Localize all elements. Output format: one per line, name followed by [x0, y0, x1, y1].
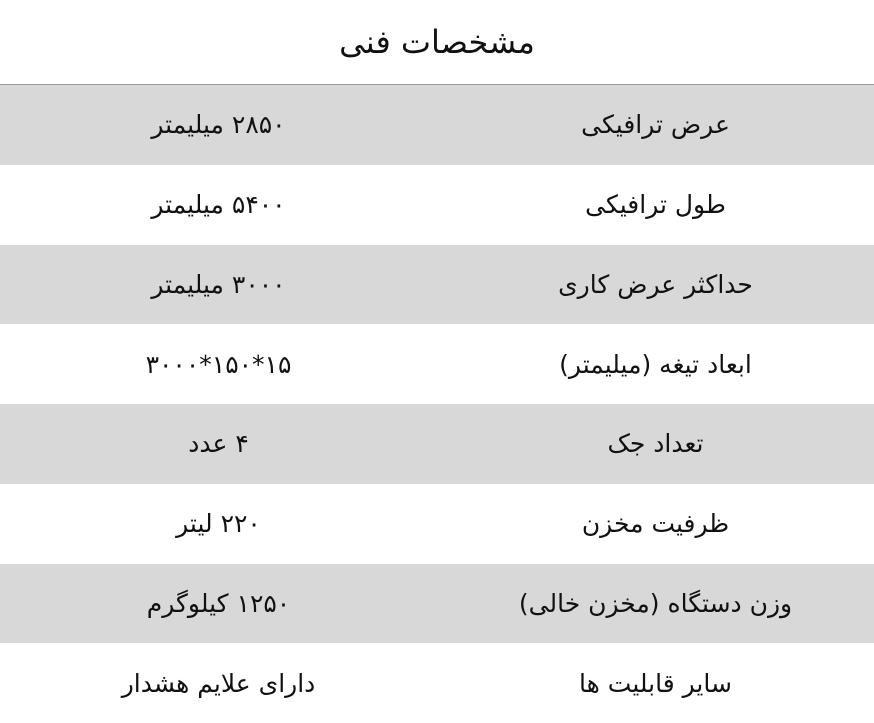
spec-label-text: ابعاد تیغه (میلیمتر) — [559, 349, 752, 379]
table-row — [0, 404, 874, 484]
table-row — [0, 85, 874, 165]
table-row — [0, 643, 874, 723]
spec-value-text: ۲۲۰ لیتر — [176, 509, 261, 539]
spec-value — [0, 324, 437, 404]
table-row — [0, 165, 874, 245]
spec-value-text: دارای علایم هشدار — [121, 668, 316, 698]
spec-label — [437, 643, 874, 723]
spec-label — [437, 245, 874, 325]
spec-value-text: ۱۲۵۰ کیلوگرم — [146, 588, 291, 618]
spec-label-text: ظرفیت مخزن — [581, 509, 730, 539]
spec-label — [437, 484, 874, 564]
spec-label-text: عرض ترافیکی — [581, 110, 730, 140]
spec-value — [0, 404, 437, 484]
spec-label-text: طول ترافیکی — [585, 190, 726, 220]
spec-value-text: ۲۸۵۰ میلیمتر — [151, 110, 286, 140]
spec-value — [0, 643, 437, 723]
spec-table — [0, 85, 874, 723]
spec-label — [437, 564, 874, 644]
spec-label-text: حداکثر عرض کاری — [558, 269, 753, 299]
spec-label — [437, 324, 874, 404]
spec-label-text: تعداد جک — [607, 429, 704, 459]
spec-value-text: ۳۰۰۰ میلیمتر — [151, 269, 286, 299]
spec-label — [437, 85, 874, 165]
page-title: مشخصات فنی — [0, 0, 874, 85]
spec-label — [437, 165, 874, 245]
spec-value — [0, 85, 437, 165]
spec-value — [0, 165, 437, 245]
spec-label-text: سایر قابلیت ها — [579, 668, 732, 698]
table-row — [0, 564, 874, 644]
spec-label-text: وزن دستگاه (مخزن خالی) — [518, 588, 793, 618]
spec-value — [0, 245, 437, 325]
table-row — [0, 324, 874, 404]
spec-value — [0, 564, 437, 644]
spec-label — [437, 404, 874, 484]
spec-value — [0, 484, 437, 564]
spec-value-text: ۳۰۰۰*۱۵۰*۱۵ — [145, 349, 292, 379]
spec-value-text: ۵۴۰۰ میلیمتر — [151, 190, 286, 220]
spec-value-text: ۴ عدد — [188, 429, 249, 459]
table-row — [0, 245, 874, 325]
table-row — [0, 484, 874, 564]
